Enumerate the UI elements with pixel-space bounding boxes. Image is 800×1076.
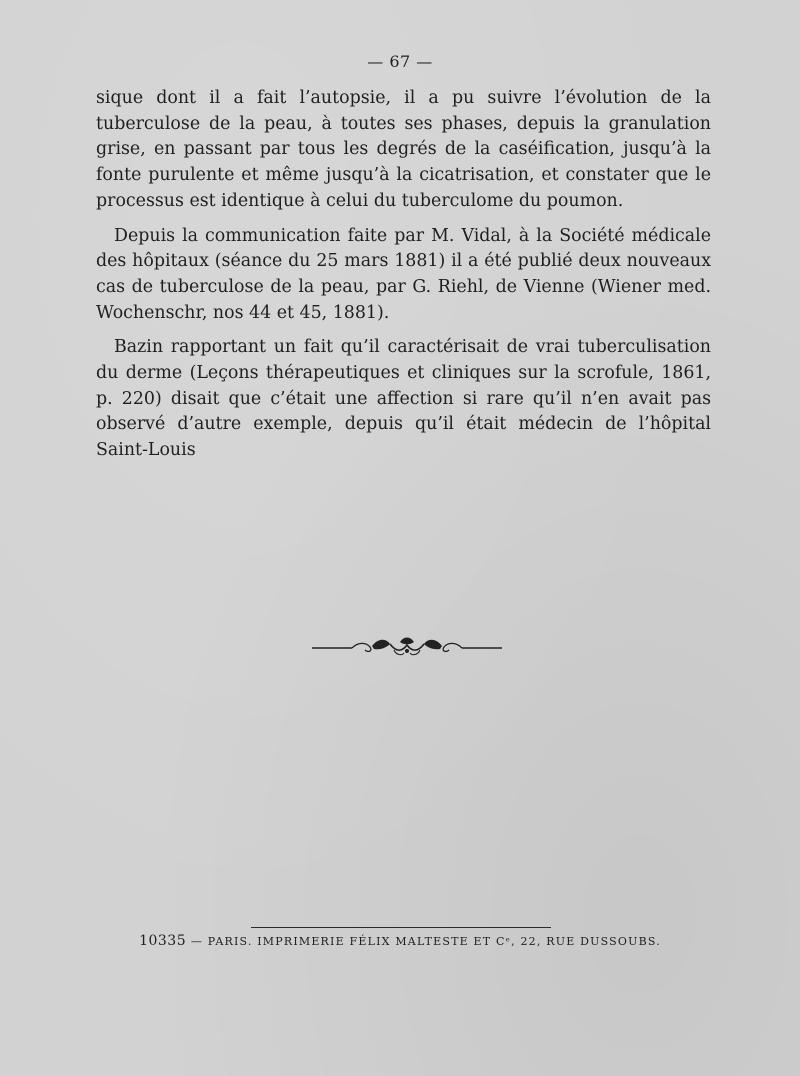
imprint-text: — PARIS. IMPRIMERIE FÉLIX MALTESTE ET Cᵉ, 22, RUE DUSSOUBS. xyxy=(190,935,661,948)
body-text xyxy=(96,86,711,473)
page-number: — 67 — xyxy=(367,52,433,71)
paragraph-continuation: sique dont il a fait l’autopsie, il a pu suivre l’évolution de la tuberculose de la peau, à toutes ses phases, depuis la granulation grise, en passant par tous les degrés de la caséification, jusqu’à la fonte purulente et même jusqu’à la cicatrisation, et constater que le processus est identique à celui du tuberculome du poumon. xyxy=(96,88,711,211)
footer-rule xyxy=(251,927,551,928)
fleuron-ornament xyxy=(312,634,502,658)
paragraph-bazin: Bazin rapportant un fait qu’il caractérisait de vrai tuberculisation du derme (Leçons thérapeutiques et cliniques sur la scrofule, 1861, p. 220) disait que c’était une affection si rare qu’il n’en avait pas observé d’autre exemple, depuis qu’il était médecin de l’hôpital Saint-Louis xyxy=(96,337,711,461)
printer-imprint xyxy=(0,933,800,949)
paragraph-vidal: Depuis la communication faite par M. Vidal, à la Société médicale des hôpitaux (séance du 25 mars 1881) il a été publié deux nouveaux cas de tuberculose de la peau, par G. Riehl, de Vienne (Wiener med. Wochenschr, nos 44 et 45, 1881). xyxy=(96,225,711,323)
job-number: 10335 xyxy=(139,933,187,949)
